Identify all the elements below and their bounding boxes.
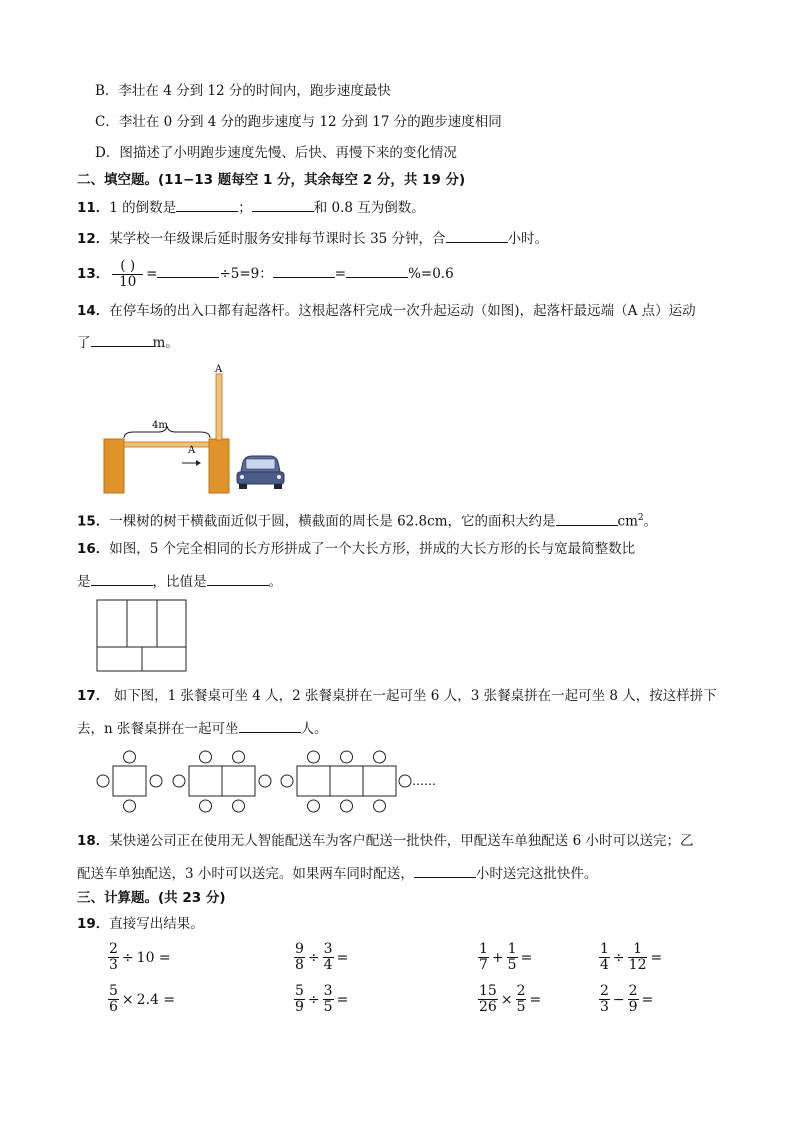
question-14: [77, 302, 696, 320]
barrier-arm-raised: [216, 374, 222, 440]
question-16: [77, 540, 635, 558]
answer-blank[interactable]: [207, 571, 269, 586]
q11-text-b: ；: [238, 200, 252, 216]
barrier-post-right: [209, 439, 229, 493]
barrier-gate-figure: [100, 362, 290, 494]
calc-item-5: $\frac{5}{6}$ × 2.4 =: [109, 983, 176, 1015]
answer-blank[interactable]: [157, 263, 219, 278]
answer-blank[interactable]: [239, 718, 301, 733]
q15-end: 。: [643, 513, 658, 530]
option-b: B．李壮在 4 分到 12 分的时间内，跑步速度最快: [95, 83, 391, 99]
q13-text-a: =: [146, 266, 158, 282]
fraction: $\frac{5}{9}$: [295, 983, 304, 1015]
q13-text-d: %=0.6: [408, 266, 454, 282]
question-17: [77, 687, 717, 705]
calc-item-7: $\frac{15}{26}$ × $\frac{2}{5}$ =: [479, 983, 542, 1015]
q13-text-c: =: [334, 266, 347, 282]
q17-text-c: 人。: [300, 721, 328, 737]
fraction: $\frac{1}{5}$: [507, 941, 517, 973]
question-number: 16．: [77, 541, 110, 557]
q15-text-a: 一棵树的树干横截面近似于圆，横截面的周长是 62.8cm，它的面积大约是: [109, 513, 556, 530]
answer-blank[interactable]: [556, 511, 618, 526]
q12-text-b: 小时。: [507, 231, 549, 247]
question-number: 18．: [77, 833, 110, 849]
q14-text-c: m。: [152, 335, 179, 351]
answer-blank[interactable]: [414, 863, 476, 878]
q18-text-c: 小时送完这批快件。: [475, 866, 598, 882]
point-a-label: A: [188, 445, 196, 456]
q17-text-b: 去，n 张餐桌拼在一起可坐: [77, 721, 239, 737]
section-2-title: 二、填空题。(11−13 题每空 1 分，其余每空 2 分，共 19 分): [77, 172, 466, 188]
q18-text-b: 配送车单独配送，3 小时可以送完。如果两车同时配送，: [77, 866, 414, 882]
table-group-3: [281, 751, 411, 812]
question-19: [77, 915, 204, 933]
question-number: 11．: [77, 200, 110, 216]
question-17-line-2: [77, 718, 328, 738]
q16-text-d: 。: [268, 574, 282, 590]
question-number: 19．: [77, 916, 110, 932]
question-14-line-2: [77, 332, 179, 352]
calc-item-3: $\frac{1}{7}$ + $\frac{1}{5}$ =: [479, 941, 533, 973]
fraction: $\frac{1}{7}$: [479, 941, 488, 973]
fraction-numerator[interactable]: ( ): [112, 259, 143, 275]
calc-item-2: $\frac{9}{8}$ ÷ $\frac{3}{4}$ =: [295, 941, 349, 973]
calc-item-8: $\frac{2}{3}$ − $\frac{2}{9}$ =: [600, 983, 654, 1015]
question-number: 12．: [77, 231, 110, 247]
fraction-denominator: 10: [119, 274, 137, 290]
answer-blank[interactable]: [446, 228, 508, 243]
answer-blank[interactable]: [273, 263, 335, 278]
continuation-dots: ……: [412, 774, 436, 788]
barrier-post-left: [104, 439, 124, 493]
q13-fraction: [112, 259, 143, 290]
q11-text-a: 1 的倒数是: [109, 200, 177, 216]
q15-unit-exponent: 2: [637, 513, 644, 523]
table-group-1: [97, 751, 162, 812]
fraction: $\frac{3}{4}$: [323, 941, 333, 973]
fraction: $\frac{1}{4}$: [600, 941, 609, 973]
question-18-line-2: [77, 863, 597, 883]
q12-text-a: 某学校一年级课后延时服务安排每节课时长 35 分钟，合: [109, 231, 446, 247]
q14-text-b: 了: [77, 335, 91, 351]
car-icon: [237, 456, 284, 489]
question-18: [77, 832, 693, 850]
q16-text-c: ，比值是: [152, 574, 207, 590]
answer-blank[interactable]: [91, 332, 153, 347]
question-13: [77, 259, 454, 290]
length-label: 4m: [152, 420, 168, 431]
q19-text: 直接写出结果。: [109, 916, 204, 932]
q14-text-a: 在停车场的出入口都有起落杆。这根起落杆完成一次升起运动（如图)，起落杆最远端（A 点）运动: [109, 303, 696, 319]
q17-text-a: 如下图，1 张餐桌可坐 4 人，2 张餐桌拼在一起可坐 6 人，3 张餐桌拼在一起可坐 8 人，按这样拼下: [109, 688, 717, 704]
fraction: $\frac{3}{5}$: [323, 983, 333, 1015]
fraction: $\frac{15}{26}$: [479, 983, 497, 1015]
question-11: [77, 197, 425, 217]
section-3-title: 三、计算题。(共 23 分): [77, 890, 226, 906]
calc-item-6: $\frac{5}{9}$ ÷ $\frac{3}{5}$ =: [295, 983, 349, 1015]
option-c: C．李壮在 0 分到 4 分的跑步速度与 12 分到 17 分的跑步速度相同: [95, 114, 502, 130]
calc-item-4: $\frac{1}{4}$ ÷ $\frac{1}{12}$ =: [600, 941, 663, 973]
table-group-2: [173, 751, 271, 812]
fraction: $\frac{1}{12}$: [628, 941, 647, 973]
q16-text-b: 是: [77, 574, 91, 590]
question-12: [77, 228, 548, 248]
question-number: 13．: [77, 266, 110, 282]
q16-text-a: 如图，5 个完全相同的长方形拼成了一个大长方形，拼成的大长方形的长与宽最简整数比: [109, 541, 636, 557]
answer-blank[interactable]: [91, 571, 153, 586]
fraction: $\frac{2}{9}$: [628, 983, 638, 1015]
fraction: $\frac{2}{3}$: [109, 941, 118, 973]
fraction: $\frac{9}{8}$: [295, 941, 304, 973]
tables-figure: [92, 746, 442, 816]
q13-text-b: ÷5=9：: [219, 266, 273, 282]
question-15: [77, 509, 657, 531]
question-number: 15．: [77, 513, 110, 530]
fraction: $\frac{2}{3}$: [600, 983, 609, 1015]
answer-blank[interactable]: [176, 197, 238, 212]
q11-text-c: 和 0.8 互为倒数。: [313, 200, 425, 216]
calc-item-1: $\frac{2}{3}$ ÷ 10 =: [109, 941, 171, 973]
fraction: $\frac{5}{6}$: [109, 983, 118, 1015]
question-16-line-2: [77, 571, 282, 591]
barrier-arm-horizontal: [124, 442, 210, 447]
q18-text-a: 某快递公司正在使用无人智能配送车为客户配送一批快件，甲配送车单独配送 6 小时可以送完；乙: [109, 833, 694, 849]
question-number: 14．: [77, 303, 110, 319]
point-a-top-label: A: [215, 364, 223, 375]
rectangles-figure: [96, 599, 188, 673]
q15-unit: cm: [617, 513, 638, 530]
fraction: $\frac{2}{5}$: [516, 983, 526, 1015]
option-d: D．图描述了小明跑步速度先慢、后快、再慢下来的变化情况: [95, 145, 457, 161]
question-number: 17．: [77, 688, 110, 704]
answer-blank[interactable]: [346, 263, 408, 278]
answer-blank[interactable]: [252, 197, 314, 212]
arrow-head: [196, 460, 201, 466]
